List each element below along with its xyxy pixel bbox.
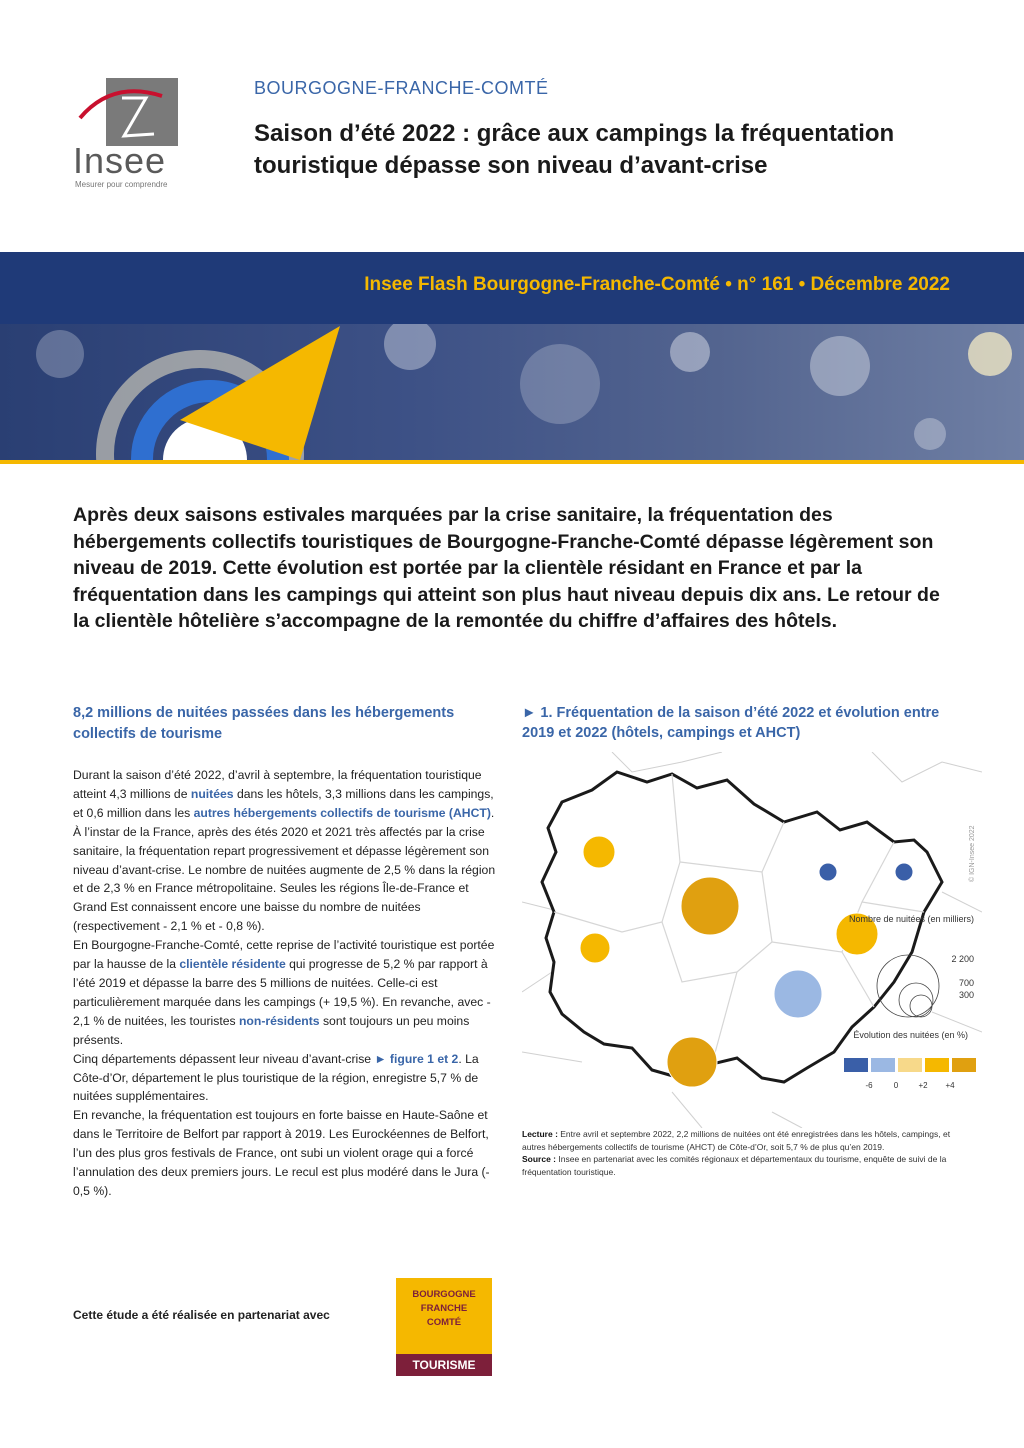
banner-photo — [0, 324, 1024, 460]
link-ahct[interactable]: autres hébergements collectifs de tourisme (AHCT) — [193, 805, 491, 820]
legend-swatch-2 — [871, 1058, 895, 1072]
bubble-jura — [774, 970, 822, 1018]
banner-decoration — [0, 324, 1024, 460]
text: qui progresse de 5,2 % par rapport à l’été 2019 et dépasse la barre des 5 millions de nuitées. Celle-ci est particulièrement marquée dans les campings (+ 19,5 %). En revanche, avec - 2,1 % de nuitées, les touristes — [73, 957, 491, 1028]
link-clientele-residente[interactable]: clientèle résidente — [179, 957, 286, 972]
legend-size-3: 300 — [958, 990, 974, 1000]
bubble-haute-saone — [819, 863, 837, 881]
accent-line — [0, 460, 1024, 464]
legend-size-title: Nombre de nuitées (en milliers) — [848, 914, 974, 924]
text: Cinq départements dépassent leur niveau d’avant-crise — [73, 1051, 375, 1066]
bubble-saone-et-loire-west — [580, 933, 610, 963]
link-figures[interactable]: ► figure 1 et 2 — [374, 1051, 459, 1066]
region-map — [522, 752, 982, 1128]
partner-logo[interactable] — [396, 1278, 492, 1376]
text: dans les hôtels, 3,3 millions dans les campings, et 0,6 million dans les — [73, 786, 494, 820]
map-copyright: © IGN-Insee 2022 — [969, 825, 976, 882]
bubble-cote-dor — [681, 877, 739, 935]
legend-swatch-4 — [925, 1058, 949, 1072]
legend-size-1: 2 200 — [951, 954, 974, 964]
region-label: BOURGOGNE-FRANCHE-COMTÉ — [254, 78, 549, 98]
logo-wordmark: Insee — [73, 140, 167, 181]
text: sont toujours un peu moins présents. — [73, 1013, 470, 1047]
source-note — [522, 1153, 962, 1178]
lecture-note — [522, 1128, 962, 1153]
section-heading: 8,2 millions de nuitées passées dans les hébergements collectifs de tourisme — [73, 705, 455, 742]
partner-logo-bar: TOURISME — [396, 1354, 492, 1376]
page-title: Saison d’été 2022 : grâce aux campings la fréquentation touristique dépasse son niveau d’avant-crise — [254, 120, 895, 179]
paragraph-3 — [73, 936, 503, 1049]
link-non-residents[interactable]: non-résidents — [238, 1013, 320, 1028]
section-body — [73, 766, 503, 1201]
legend-color-title: Évolution des nuitées (en %) — [853, 1030, 968, 1040]
paragraph-5: En revanche, la fréquentation est toujours en forte baisse en Haute-Saône et dans le Territoire de Belfort par rapport à 2019. Les Eurockéennes de Belfort, l’un des plus gros festivals de France, ont subi un violent orage qui a forcé l’annulation des deux premiers jours. Le recul est plus modéré dans le Jura (- 0,5 %). — [73, 1108, 490, 1198]
publication-info: Insee Flash Bourgogne-Franche-Comté • n° 161 • Décembre 2022 — [364, 274, 950, 295]
legend-tick-4: +4 — [945, 1081, 955, 1090]
partner-line: FRANCHE — [420, 1303, 468, 1314]
paragraph-1 — [73, 766, 503, 823]
intro-paragraph: Après deux saisons estivales marquées par la crise sanitaire, la fréquentation des hébergements collectifs touristiques de Bourgogne-Franche-Comté dépasse légèrement son niveau de 2019. Cette évolution est portée par la clientèle résidant en France et par la fréquentation dans les campings qui atteint son plus haut niveau depuis dix ans. Le retour de la clientèle hôtelière s’accompagne de la remontée du chiffre d’affaires des hôtels. — [73, 504, 940, 632]
link-nuitees[interactable]: nuitées — [190, 786, 234, 801]
text: Durant la saison d’été 2022, d’avril à septembre, la fréquentation touristique atteint 4,3 millions de — [73, 768, 482, 801]
paragraph-2: À l’instar de la France, après des étés 2020 et 2021 très affectés par la crise sanitaire, la fréquentation repart progressivement et dépasse légèrement son niveau d’avant-crise. Le nombre de nuitées augmente de 2,5 % dans la région et de 2,3 % en France métropolitaine. Seules les régions Île-de-France et Grand Est connaissent encore une baisse du nombre de nuitées (respectivement - 2,1 % et - 0,8 %). — [73, 824, 496, 934]
paragraph-4 — [73, 1050, 503, 1107]
text: . — [490, 805, 495, 820]
logo-tagline: Mesurer pour comprendre — [75, 180, 168, 189]
text: . La Côte-d’Or, département le plus touristique de la région, enregistre 5,7 % de nuitées supplémentaires. — [73, 1051, 479, 1104]
legend-swatch-3 — [898, 1058, 922, 1072]
bubble-territoire-de-belfort — [895, 863, 913, 881]
partner-line: BOURGOGNE — [412, 1289, 476, 1300]
legend-tick-3: +2 — [918, 1081, 928, 1090]
partner-line: COMTÉ — [426, 1317, 462, 1328]
lecture-label: Lecture : — [522, 1129, 558, 1139]
legend-size-2: 700 — [958, 978, 974, 988]
figure-title: ► 1. Fréquentation de la saison d’été 2022 et évolution entre 2019 et 2022 (hôtels, campings et AHCT) — [522, 705, 940, 741]
source-text: Insee en partenariat avec les comités régionaux et départementaux du tourisme, enquête de suivi de la fréquentation touristique. — [522, 1154, 947, 1177]
legend-circle-medium — [899, 983, 933, 1017]
legend-swatch-5 — [952, 1058, 976, 1072]
legend-swatch-1 — [844, 1058, 868, 1072]
lecture-text: Entre avril et septembre 2022, 2,2 millions de nuitées ont été enregistrées dans les hôtels, campings, et autres hébergements collectifs de tourisme (AHCT) de Côte-d’Or, soit 5,7 % de plus qu’en 2019. — [522, 1129, 951, 1152]
bubble-nievre — [583, 836, 615, 868]
legend-tick-2: 0 — [893, 1081, 899, 1090]
partner-logo-text — [396, 1288, 492, 1330]
legend-circle-small — [910, 995, 932, 1017]
text: En Bourgogne-Franche-Comté, cette reprise de l’activité touristique est portée par la hausse de la — [73, 938, 495, 972]
legend-tick-1: -6 — [865, 1081, 873, 1090]
source-label: Source : — [522, 1154, 557, 1164]
figure-notes — [522, 1128, 962, 1178]
partner-text: Cette étude a été réalisée en partenariat avec — [73, 1308, 330, 1322]
bubble-saone-et-loire — [667, 1037, 717, 1087]
